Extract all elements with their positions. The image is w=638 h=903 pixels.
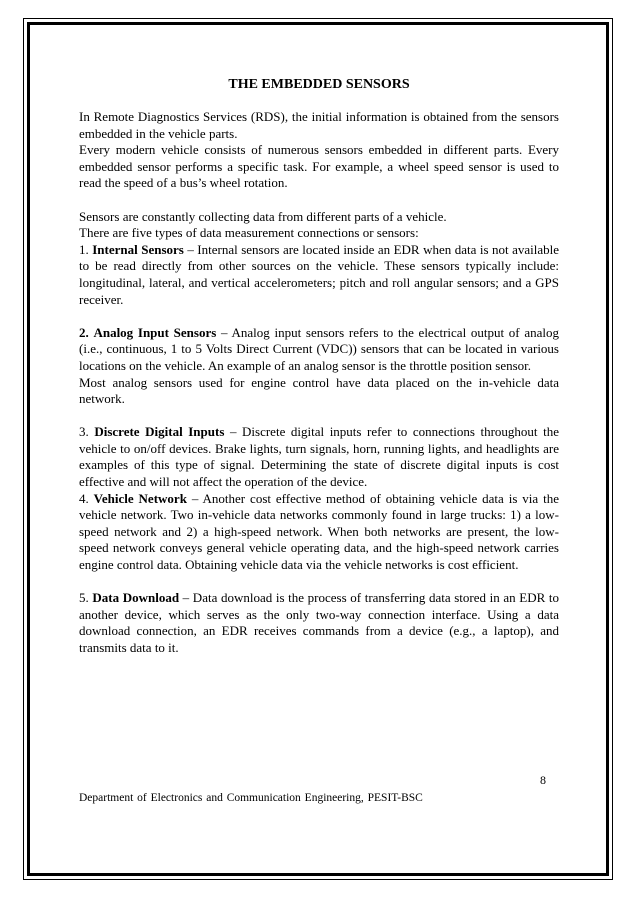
sensor-item-discrete <box>79 424 559 490</box>
sensor-analog-extra: Most analog sensors used for engine control have data placed on the in-vehicle data network. <box>79 374 559 407</box>
sensor-number: 3. <box>79 424 89 440</box>
intro-paragraph-2: Every modern vehicle consists of numerous sensors embedded in different parts. Every embedded sensor performs a specific task. For example, a wheel speed sensor is used to read the speed of a bus’s wheel rotation. <box>79 142 559 191</box>
sensor-item-internal <box>79 242 559 308</box>
sensor-number: 4. <box>79 490 89 506</box>
document-body <box>79 76 559 657</box>
sensor-description: – Discrete digital inputs refer to connections throughout the vehicle to on/off devices. Brake lights, turn signals, horn, running lights, and headlights are examples of this type of signal. Determining the state of discrete digital inputs is cost effective and will not affect the operation of the device. <box>79 424 559 490</box>
overview-line-2: There are five types of data measurement connections or sensors: <box>79 225 419 241</box>
page-number: 8 <box>540 773 546 787</box>
sensor-description: – Internal sensors are located inside an EDR when data is not available to be read directly from other sources on the vehicle. These sensors typically include: longitudinal, lateral, and vertical accelerometers; pitch and roll angular sensors; and a GPS receiver. <box>79 241 560 307</box>
sensor-item-download <box>79 590 559 656</box>
sensor-description: – Analog input sensors refers to the electrical output of analog (i.e., continuous, 1 to 5 Volts Direct Current (VDC)) sensors that can be located in various locations on the vehicle. An example of an analog sensor is the throttle position sensor. <box>79 324 559 373</box>
page-title: THE EMBEDDED SENSORS <box>228 77 410 92</box>
sensor-number: 5. <box>79 590 89 606</box>
sensor-name: Discrete Digital Inputs <box>94 424 225 440</box>
intro-paragraph-1: In Remote Diagnostics Services (RDS), the initial information is obtained from the sensors embedded in the vehicle parts. <box>79 109 559 141</box>
sensor-name: Internal Sensors <box>92 241 184 257</box>
sensor-description: – Data download is the process of transferring data stored in an EDR to another device, which serves as the only two-way connection interface. Using a data download connection, an EDR receives commands from a device (e.g., a laptop), and transmits data to it. <box>79 590 559 655</box>
overview-line-1: Sensors are constantly collecting data from different parts of a vehicle. <box>79 208 447 224</box>
sensor-name: Vehicle Network <box>93 490 187 506</box>
sensor-number: 2. <box>79 324 89 340</box>
sensor-item-analog <box>79 325 559 375</box>
sensor-number: 1. <box>79 241 89 257</box>
sensor-name: Analog Input Sensors <box>93 324 217 340</box>
sensor-description: – Another cost effective method of obtaining vehicle data is via the vehicle network. Two in-vehicle data networks commonly found in large trucks: 1) a low-speed network and 2) a high-speed network. When both networks are present, the low-speed network conveys general vehicle operating data, and the high-speed network carries engine control data. Obtaining vehicle data via the vehicle networks is cost efficient. <box>79 490 559 573</box>
sensor-item-network <box>79 491 559 574</box>
sensor-name: Data Download <box>92 590 180 606</box>
page-footer: Department of Electronics and Communication Engineering, PESIT-BSC <box>79 792 423 804</box>
